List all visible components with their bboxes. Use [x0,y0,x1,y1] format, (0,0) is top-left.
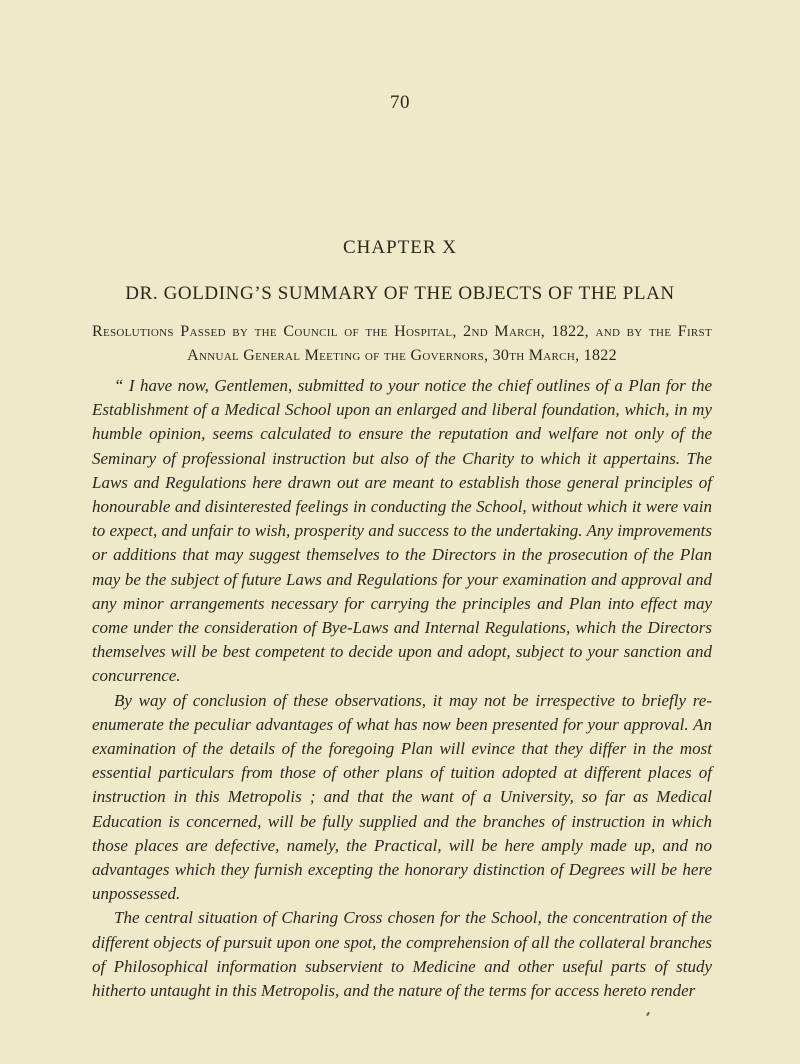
resolutions-subtitle: Resolutions Passed by the Council of the Hospital, 2nd March, 1822, and by the First Annual General Meeting of the Governors, 30th March, 1822 [92,323,712,364]
paragraph-conclusion: By way of conclusion of these observations, it may not be irrespective to briefly re-enumerate the peculiar advantages of what has now been presented for your approval. An examination of the details of the foregoing Plan will evince that they differ in the most essential particulars from those of other plans of tuition adopted at different places of instruction in this Metropolis ; and that the want of a University, so far as Medical Education is concerned, will be fully supplied and the branches of instruction in which those places are defective, namely, the Practical, will be here amply made up, and no advantages which they furnish excepting the honorary distinction of Degrees will be here unpossessed. [92,690,712,904]
body-text [92,374,712,1003]
page-number: 70 [390,92,410,113]
paragraph-introduction: “ I have now, Gentlemen, submitted to your notice the chief outlines of a Plan for the Establishment of a Medical School upon an enlarged and liberal foundation, which, in my humble opinion, seems calculated to ensure the reputation and welfare not only of the Seminary of professional instruction but also of the Charity to which it appertains. The Laws and Regulations here drawn out are meant to establish those general principles of honourable and disinterested feelings in conducting the School, without which it were vain to expect, and unfair to wish, prosperity and success to the undertaking. Any improvements or additions that may suggest themselves to the Directors in the prosecution of the Plan may be the subject of future Laws and Regulations for your examination and approval and any minor arrangements necessary for carrying the principles and Plan into effect may come under the consideration of Bye-Laws and Internal Regulations, which the Directors themselves will be best competent to decide upon and adopt, subject to your sanction and concurrence. [92,376,712,686]
chapter-title: DR. GOLDING’S SUMMARY OF THE OBJECTS OF THE PLAN [125,283,675,304]
chapter-heading: CHAPTER X [342,237,458,258]
paragraph-situation: The central situation of Charing Cross chosen for the School, the concentration of the different objects of pursuit upon one spot, the comprehension of all the collateral branches of Philosophical information subservient to Medicine and other useful parts of study hitherto untaught in this Metropolis, and the nature of the terms for access hereto render [92,908,712,1001]
printer-mark [646,1012,650,1016]
